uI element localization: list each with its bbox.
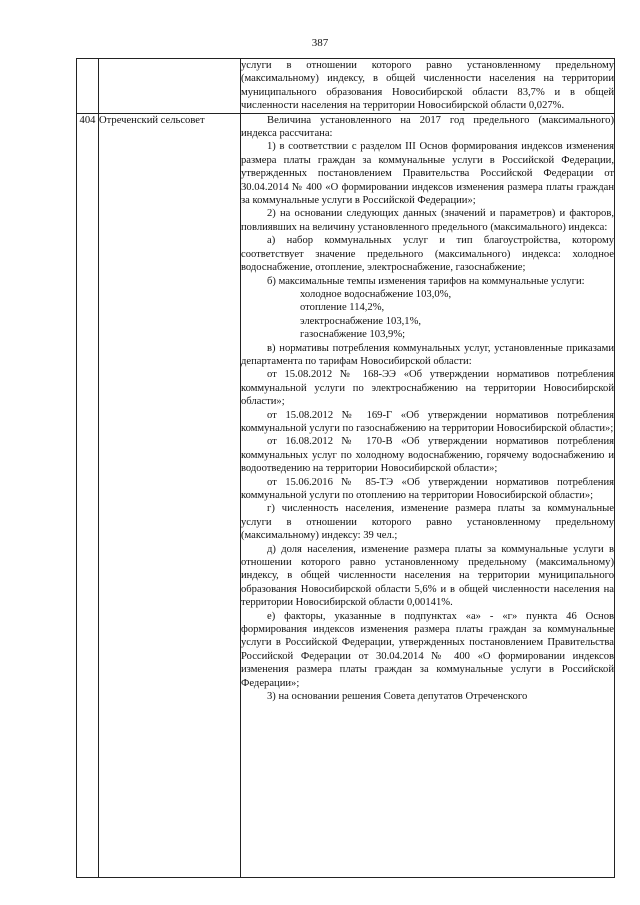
paragraph: 3) на основании решения Совета депутатов Отреченского (267, 691, 528, 703)
paragraph: от 16.08.2012 № 170-В «Об утверждении нормативов потребления коммунальных услуг по холодному водоснабжению, горячему водоснабжению и водоотведению на территории Новосибирской области»; (241, 436, 614, 475)
row-description (241, 113, 615, 877)
paragraph: от 15.06.2016 № 85-ТЭ «Об утверждении нормативов потребления коммунальной услуги по отоплению на территории Новосибирской области»; (241, 476, 614, 501)
paragraph: от 15.08.2012 № 168-ЭЭ «Об утверждении нормативов потребления коммунальной услуги по электроснабжению на территории Новосибирской области»; (241, 369, 614, 408)
paragraph: б) максимальные темпы изменения тарифов на коммунальные услуги: (267, 275, 585, 287)
row-number (77, 59, 99, 114)
paragraph: Величина установленного на 2017 год предельного (максимального) индекса рассчитана: (241, 114, 614, 140)
paragraph: 2) на основании следующих данных (значений и параметров) и факторов, повлиявших на величину установленного предельного (максимального) индекса: (241, 208, 614, 233)
paragraph: услуги в отношении которого равно установленному предельному (максимальному) индексу, в общей численности населения на территории муниципального образования Новосибирской области 83,7% и в общей численности населения на территории Новосибирской области 0,027%. (241, 60, 614, 112)
paragraph: д) доля населения, изменение размера платы за коммунальные услуги в отношении которого равно установленному предельному (максимальному) индексу, в общей численности населения на территории муниципального образования Новосибирской области 5,6% и в общей численности населения на территории Новосибирской области 0,00141%. (241, 543, 614, 609)
page-number: 387 (311, 37, 329, 49)
paragraph: 1) в соответствии с разделом III Основ формирования индексов изменения размера платы граждан за коммунальные услуги в Российской Федерации, утвержденных постановлением Правительства Российской Федерации от 30.04.2014 № 400 «О формировании индексов изменения размера платы граждан за коммунальные услуги в Российской Федерации»; (241, 141, 614, 207)
row-number: 404 (77, 113, 99, 877)
tariff-item: газоснабжение 103,9%; (300, 329, 406, 341)
tariff-item: холодное водоснабжение 103,0%, (300, 288, 452, 300)
municipality-name (99, 59, 241, 114)
paragraph: от 15.08.2012 № 169-Г «Об утверждении нормативов потребления коммунальной услуги по газоснабжению на территории Новосибирской области»; (241, 409, 614, 434)
municipality-name: Отреченский сельсовет (99, 113, 241, 877)
tariff-item: отопление 114,2%, (300, 302, 385, 314)
tariff-item: электроснабжение 103,1%, (300, 315, 422, 327)
paragraph: е) факторы, указанные в подпунктах «а» - «г» пункта 46 Основ формирования индексов изменения размера платы граждан за коммунальные услуги в Российской Федерации, утвержденных постановлением Правительства Российской Федерации от 30.04.2014 № 400 «О формировании индексов изменения размера платы граждан за коммунальные услуги в Российской Федерации»; (241, 610, 614, 689)
row-description (241, 59, 615, 114)
table-row (77, 113, 615, 877)
paragraph: а) набор коммунальных услуг и тип благоустройства, которому соответствует значение предельного (максимального) индекса: холодное водоснабжение, отопление, электроснабжение, газоснабжение; (241, 235, 614, 274)
table-row (77, 59, 615, 114)
tariff-table (76, 58, 615, 878)
paragraph: г) численность населения, изменение размера платы за коммунальные услуги в отношении которого равно установленному предельному (максимальному) индексу: 39 чел.; (241, 503, 614, 542)
paragraph: в) нормативы потребления коммунальных услуг, установленные приказами департамента по тарифам Новосибирской области: (241, 342, 614, 367)
